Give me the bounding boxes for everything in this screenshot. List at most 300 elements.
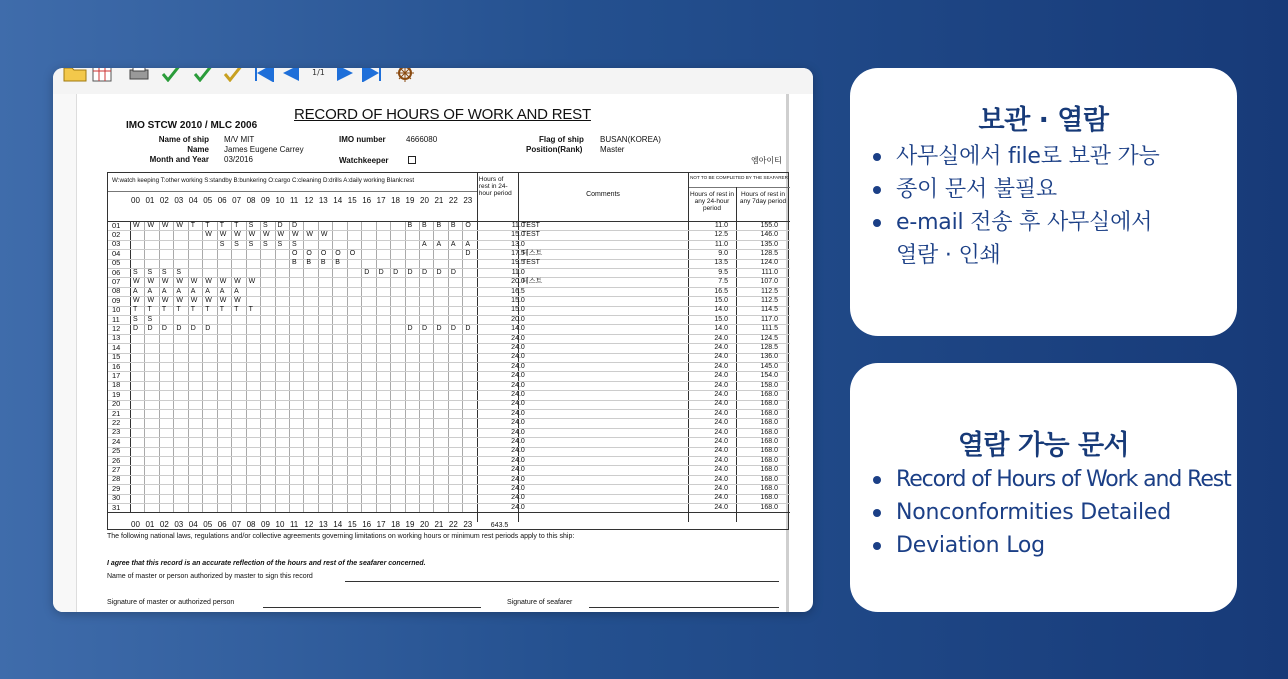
hour-label: 08 [246, 196, 256, 205]
hour-label: 11 [289, 196, 299, 205]
row-gridline [108, 371, 790, 372]
activity-mark: B [422, 221, 427, 229]
activity-mark: A [465, 240, 471, 248]
any7-value: 145.0 [760, 362, 778, 370]
hour-label: 17 [376, 196, 386, 205]
column-divider [477, 173, 478, 522]
any24-value: 7.5 [718, 278, 728, 286]
activity-mark: D [364, 268, 370, 276]
hour-label-bottom: 08 [246, 520, 256, 529]
activity-mark: A [147, 287, 153, 295]
activity-mark: W [248, 278, 256, 286]
row-gridline [108, 343, 790, 344]
activity-mark: S [147, 315, 153, 323]
day-label: 27 [112, 464, 121, 474]
any7-header: Hours of rest in any 7day period [739, 191, 787, 205]
activity-mark: D [465, 250, 471, 257]
master-signature-label: Signature of master or authorized person [107, 599, 235, 606]
day-label: 20 [112, 399, 121, 409]
not-completed-note: NOT TO BE COMPLETED BY THE SEAFARER [690, 175, 788, 180]
hour-label-bottom: 18 [391, 520, 400, 529]
activity-mark: O [291, 250, 298, 257]
laws-text: The following national laws, regulations and/or collective agreements governing limitations on working hours or minimum rest periods apply to this ship: [107, 533, 575, 540]
any7-value: 111.0 [761, 268, 778, 276]
ship-wheel-icon[interactable] [393, 68, 417, 82]
comment-value: TEST [522, 259, 540, 267]
record-sheet [107, 94, 792, 612]
day-label: 10 [112, 305, 121, 315]
company-stamp: 엠아이티 [751, 156, 782, 165]
any24-value: 24.0 [714, 447, 728, 455]
hour-gridline [275, 221, 276, 512]
any24-value: 24.0 [714, 494, 728, 502]
calendar-icon[interactable] [91, 68, 115, 82]
activity-mark: D [176, 325, 182, 333]
hour-label: 22 [448, 196, 458, 205]
activity-mark: T [133, 306, 138, 314]
page-indicator: 1/1 [312, 68, 325, 77]
hour-label-bottom: 09 [261, 520, 270, 529]
row-gridline [108, 259, 790, 260]
day-label: 02 [112, 229, 121, 239]
hour-label-bottom: 00 [131, 520, 140, 529]
open-folder-icon[interactable] [63, 68, 87, 82]
record-title: RECORD OF HOURS OF WORK AND REST [294, 106, 591, 123]
activity-mark: S [291, 240, 297, 248]
any24-value: 24.0 [714, 438, 728, 445]
activity-mark: S [248, 221, 254, 229]
any24-value: 24.0 [714, 409, 728, 417]
activity-mark: W [219, 297, 227, 304]
hour-label-bottom: 20 [420, 520, 429, 529]
activity-mark: W [320, 231, 328, 239]
day-label: 03 [112, 239, 121, 249]
prev-page-icon[interactable] [279, 68, 303, 82]
hour-gridline [347, 221, 348, 512]
last-page-icon[interactable] [359, 68, 383, 82]
activity-mark: D [133, 325, 139, 333]
note-divider [688, 187, 790, 188]
row-gridline [108, 334, 790, 335]
row-gridline [108, 418, 790, 419]
day-label: 09 [112, 295, 121, 305]
rest-value: 24.0 [511, 475, 525, 483]
print-icon[interactable] [127, 68, 151, 82]
comment-value: 테스트 [522, 278, 543, 286]
any24-value: 13.5 [714, 259, 728, 267]
any24-value: 15.0 [714, 297, 728, 304]
position-label: Position(Rank) [526, 145, 583, 154]
comment-value: TEST [522, 231, 540, 239]
activity-mark: D [407, 325, 413, 333]
activity-mark: T [234, 306, 239, 314]
activity-mark: T [147, 306, 152, 314]
check-icon[interactable] [223, 68, 247, 82]
row-gridline [108, 409, 790, 410]
rest-value: 20.0 [511, 278, 525, 286]
activity-mark: D [407, 268, 413, 276]
activity-mark: D [450, 325, 456, 333]
hour-label-bottom: 16 [362, 520, 372, 529]
row-gridline [108, 240, 790, 241]
activity-mark: A [219, 287, 225, 295]
activity-mark: W [306, 231, 313, 239]
activity-mark: D [450, 268, 456, 276]
hour-label-bottom: 17 [376, 520, 386, 529]
any7-value: 168.0 [760, 494, 778, 502]
any24-value: 9.5 [718, 268, 728, 276]
check-icon[interactable] [193, 68, 217, 82]
seafarer-name-label: Name [187, 145, 209, 154]
any24-value: 24.0 [714, 400, 728, 408]
hour-label: 16 [362, 196, 372, 205]
any7-value: 124.5 [760, 334, 778, 342]
hour-label: 21 [434, 196, 444, 205]
activity-mark: D [393, 268, 399, 276]
document-viewer-window [53, 68, 813, 612]
any7-value: 112.5 [761, 287, 778, 295]
any7-value: 117.0 [761, 315, 778, 323]
hour-gridline [390, 221, 391, 512]
any7-value: 168.0 [760, 428, 778, 436]
activity-mark: A [450, 240, 456, 248]
activity-mark: A [161, 287, 167, 295]
day-label: 04 [112, 248, 121, 258]
any7-value: 168.0 [760, 485, 778, 492]
any7-value: 112.5 [761, 297, 778, 304]
activity-mark: W [219, 231, 227, 239]
month-year-value: 03/2016 [224, 155, 253, 164]
row-gridline [108, 400, 790, 401]
rest-value: 24.0 [511, 353, 525, 361]
rest-value: 24.0 [511, 391, 525, 398]
rest-value: 24.0 [511, 400, 525, 408]
hour-gridline [462, 221, 463, 512]
activity-mark: S [219, 240, 225, 248]
hour-gridline [159, 221, 160, 512]
hour-gridline [173, 221, 174, 512]
rest-value: 24.0 [511, 503, 525, 511]
hour-label: 03 [174, 196, 184, 205]
day-label: 26 [112, 455, 121, 465]
column-divider [130, 221, 131, 512]
activity-mark: D [378, 268, 384, 276]
master-signature-line [263, 607, 481, 608]
any24-value: 24.0 [714, 475, 728, 483]
any7-value: 128.5 [760, 250, 778, 257]
activity-mark: D [291, 221, 297, 229]
day-label: 23 [112, 427, 121, 437]
any24-value: 24.0 [714, 362, 728, 370]
activity-mark: B [320, 259, 326, 267]
any7-value: 111.5 [761, 325, 778, 333]
storage-list [870, 140, 1160, 272]
any7-value: 124.0 [760, 259, 778, 267]
any24-value: 24.0 [714, 503, 728, 511]
activity-mark: S [147, 268, 153, 276]
hour-label: 12 [304, 196, 314, 205]
rest-value: 11.0 [511, 221, 525, 229]
activity-mark: W [147, 221, 155, 229]
any24-value: 24.0 [714, 353, 728, 361]
hour-gridline [289, 221, 290, 512]
hour-label: 06 [217, 196, 227, 205]
activity-mark: A [190, 287, 196, 295]
rest-value: 19.5 [511, 259, 525, 267]
activity-mark: O [465, 221, 471, 229]
day-label: 21 [112, 408, 121, 418]
hour-label-bottom: 12 [304, 520, 314, 529]
hour-gridline [448, 221, 449, 512]
flag-value: BUSAN(KOREA) [600, 135, 661, 144]
documents-card [850, 363, 1237, 612]
rest-value: 11.0 [511, 268, 525, 276]
ship-name-label: Name of ship [158, 135, 209, 144]
any7-value: 168.0 [760, 400, 778, 408]
activity-mark: T [205, 221, 210, 229]
activity-mark: A [205, 287, 210, 295]
any7-value: 136.0 [760, 353, 778, 361]
header-bottom [108, 221, 790, 222]
hour-label-bottom: 15 [347, 520, 357, 529]
any24-value: 24.0 [714, 391, 728, 398]
any24-header: Hours of rest in any 24-hour period [689, 191, 735, 212]
rest-value: 24.0 [511, 428, 525, 436]
any24-value: 16.5 [714, 287, 728, 295]
rest-value: 24.0 [511, 334, 525, 342]
activity-mark: B [407, 221, 413, 229]
hour-label: 14 [333, 196, 343, 205]
activity-mark: W [234, 297, 241, 304]
seafarer-name-value: James Eugene Carrey [224, 145, 304, 154]
any24-value: 24.0 [714, 466, 728, 474]
row-gridline [108, 306, 790, 307]
hour-gridline [231, 221, 232, 512]
activity-mark: S [234, 240, 239, 248]
storage-card-title: 보관 · 열람 [978, 105, 1109, 136]
any7-value: 168.0 [760, 409, 778, 417]
any24-value: 9.0 [718, 250, 728, 257]
activity-mark: B [306, 259, 312, 267]
activity-mark: D [161, 325, 167, 333]
month-year-label: Month and Year [149, 155, 209, 164]
hour-gridline [246, 221, 247, 512]
any24-value: 24.0 [714, 456, 728, 464]
column-divider [736, 187, 737, 522]
hour-gridline [332, 221, 333, 512]
hour-gridline [419, 221, 420, 512]
activity-mark: T [234, 221, 239, 229]
activity-mark: B [291, 259, 297, 267]
any24-value: 11.0 [714, 221, 728, 229]
total-rest: 643.5 [490, 522, 509, 529]
header-divider [108, 191, 477, 192]
day-label: 17 [112, 370, 121, 380]
rest-value: 15.0 [511, 306, 525, 314]
first-page-icon[interactable] [253, 68, 277, 82]
any7-value: 146.0 [760, 231, 778, 239]
activity-mark: B [335, 259, 340, 267]
any24-value: 14.0 [714, 306, 728, 314]
activity-mark: W [176, 221, 183, 229]
ship-name-value: M/V MIT [224, 135, 255, 144]
activity-mark: O [335, 250, 341, 257]
activity-mark: W [234, 231, 241, 239]
rest-value: 17.5 [511, 250, 525, 257]
activity-mark: W [161, 297, 169, 304]
activity-mark: W [133, 297, 140, 304]
hour-gridline [217, 221, 218, 512]
any7-value: 155.0 [760, 221, 778, 229]
activity-mark: A [133, 287, 138, 295]
day-label: 07 [112, 276, 121, 286]
hour-gridline [188, 221, 189, 512]
activity-mark: W [190, 278, 198, 286]
hour-label-bottom: 02 [159, 520, 169, 529]
activity-mark: D [436, 325, 442, 333]
table-legend: W:watch keeping T:other working S:standby B:bunkering O:cargo C:cleaning D:drills A:daily working Blank:rest [112, 177, 415, 184]
hour-label: 20 [420, 196, 429, 205]
rest-value: 24.0 [511, 381, 525, 389]
hour-gridline [202, 221, 203, 512]
activity-mark: W [219, 278, 227, 286]
seafarer-signature-label: Signature of seafarer [507, 599, 573, 606]
activity-mark: W [147, 278, 155, 286]
agree-text: I agree that this record is an accurate reflection of the hours and rest of the seafarer concerned. [107, 560, 426, 567]
activity-mark: D [277, 221, 283, 229]
document-item: Nonconformities Detailed [870, 496, 1231, 529]
org-label: IMO STCW 2010 / MLC 2006 [126, 120, 258, 131]
hour-label: 15 [347, 196, 357, 205]
activity-mark: S [176, 268, 182, 276]
any7-value: 107.0 [760, 278, 778, 286]
rest-value: 13.0 [511, 240, 525, 248]
hour-label-bottom: 01 [145, 520, 155, 529]
any7-value: 168.0 [760, 475, 778, 483]
day-label: 18 [112, 380, 121, 390]
activity-mark: W [133, 278, 140, 286]
activity-mark: W [176, 278, 183, 286]
document-item: Deviation Log [870, 529, 1231, 562]
activity-mark: W [248, 231, 256, 239]
rest-value: 24.0 [511, 419, 525, 427]
any24-value: 11.0 [714, 240, 728, 248]
rest-value: 15.0 [511, 231, 525, 239]
any24-value: 24.0 [714, 344, 728, 351]
activity-mark: W [190, 297, 198, 304]
activity-mark: D [465, 325, 471, 333]
day-label: 19 [112, 389, 121, 399]
hour-gridline [405, 221, 406, 512]
activity-mark: O [349, 250, 356, 257]
rest-value: 24.0 [511, 344, 525, 351]
day-label: 16 [112, 361, 121, 371]
activity-mark: W [161, 278, 169, 286]
any7-value: 154.0 [760, 372, 778, 380]
activity-mark: D [422, 325, 428, 333]
rest-header: Hours of rest in 24-hour period [478, 176, 512, 197]
hour-gridline [144, 221, 145, 512]
documents-card-title: 열람 가능 문서 [957, 430, 1130, 461]
activity-mark: T [248, 306, 253, 314]
imo-value: 4666080 [406, 135, 438, 144]
hour-label: 09 [261, 196, 270, 205]
any7-value: 168.0 [760, 391, 778, 398]
day-label: 24 [112, 436, 121, 446]
day-label: 30 [112, 493, 121, 503]
hour-label-bottom: 14 [333, 520, 343, 529]
activity-mark: W [176, 297, 183, 304]
any24-value: 24.0 [714, 428, 728, 436]
hour-label: 04 [188, 196, 198, 205]
activity-mark: A [422, 240, 427, 248]
activity-mark: W [161, 221, 169, 229]
activity-mark: W [147, 297, 155, 304]
row-gridline [108, 503, 790, 504]
activity-mark: O [306, 250, 312, 257]
hour-gridline [318, 221, 319, 512]
any7-value: 128.5 [760, 344, 778, 351]
any7-value: 168.0 [760, 419, 778, 427]
activity-mark: W [277, 231, 285, 239]
check-add-icon[interactable] [161, 68, 185, 82]
activity-mark: T [219, 221, 224, 229]
activity-mark: A [176, 287, 182, 295]
next-page-icon[interactable] [333, 68, 357, 82]
hour-label: 18 [391, 196, 400, 205]
watchkeeper-checkbox[interactable] [408, 156, 416, 164]
any24-value: 12.5 [714, 231, 728, 239]
rest-value: 24.0 [511, 456, 525, 464]
seafarer-signature-line [589, 607, 779, 608]
any7-value: 135.0 [760, 240, 778, 248]
activity-mark: W [205, 231, 212, 239]
any24-value: 24.0 [714, 419, 728, 427]
imo-label: IMO number [339, 135, 386, 144]
hour-label-bottom: 19 [405, 520, 415, 529]
rest-value: 15.0 [511, 297, 525, 304]
rest-value: 24.0 [511, 438, 525, 445]
hour-label-bottom: 23 [463, 520, 473, 529]
activity-mark: D [422, 268, 428, 276]
hour-label-bottom: 04 [188, 520, 198, 529]
day-label: 29 [112, 483, 121, 493]
hour-label: 23 [463, 196, 473, 205]
rest-value: 24.0 [511, 447, 525, 455]
row-gridline [108, 353, 790, 354]
viewer-toolbar [53, 68, 813, 94]
activity-mark: W [234, 278, 241, 286]
rest-value: 24.0 [511, 409, 525, 417]
rest-value: 16.5 [511, 287, 525, 295]
any7-value: 168.0 [760, 503, 778, 511]
activity-mark: T [205, 306, 210, 314]
row-gridline [108, 287, 790, 288]
hour-label-bottom: 06 [217, 520, 227, 529]
day-label: 13 [112, 333, 121, 343]
any7-value: 168.0 [760, 456, 778, 464]
watchkeeper-label: Watchkeeper [339, 156, 389, 165]
row-gridline [108, 494, 790, 495]
day-label: 05 [112, 258, 121, 268]
comment-value: TEST [522, 221, 540, 229]
day-label: 12 [112, 323, 121, 333]
day-label: 01 [112, 220, 121, 230]
activity-mark: T [190, 221, 196, 229]
comment-value: 테스트 [522, 250, 543, 257]
row-gridline [108, 362, 790, 363]
activity-mark: O [320, 250, 327, 257]
